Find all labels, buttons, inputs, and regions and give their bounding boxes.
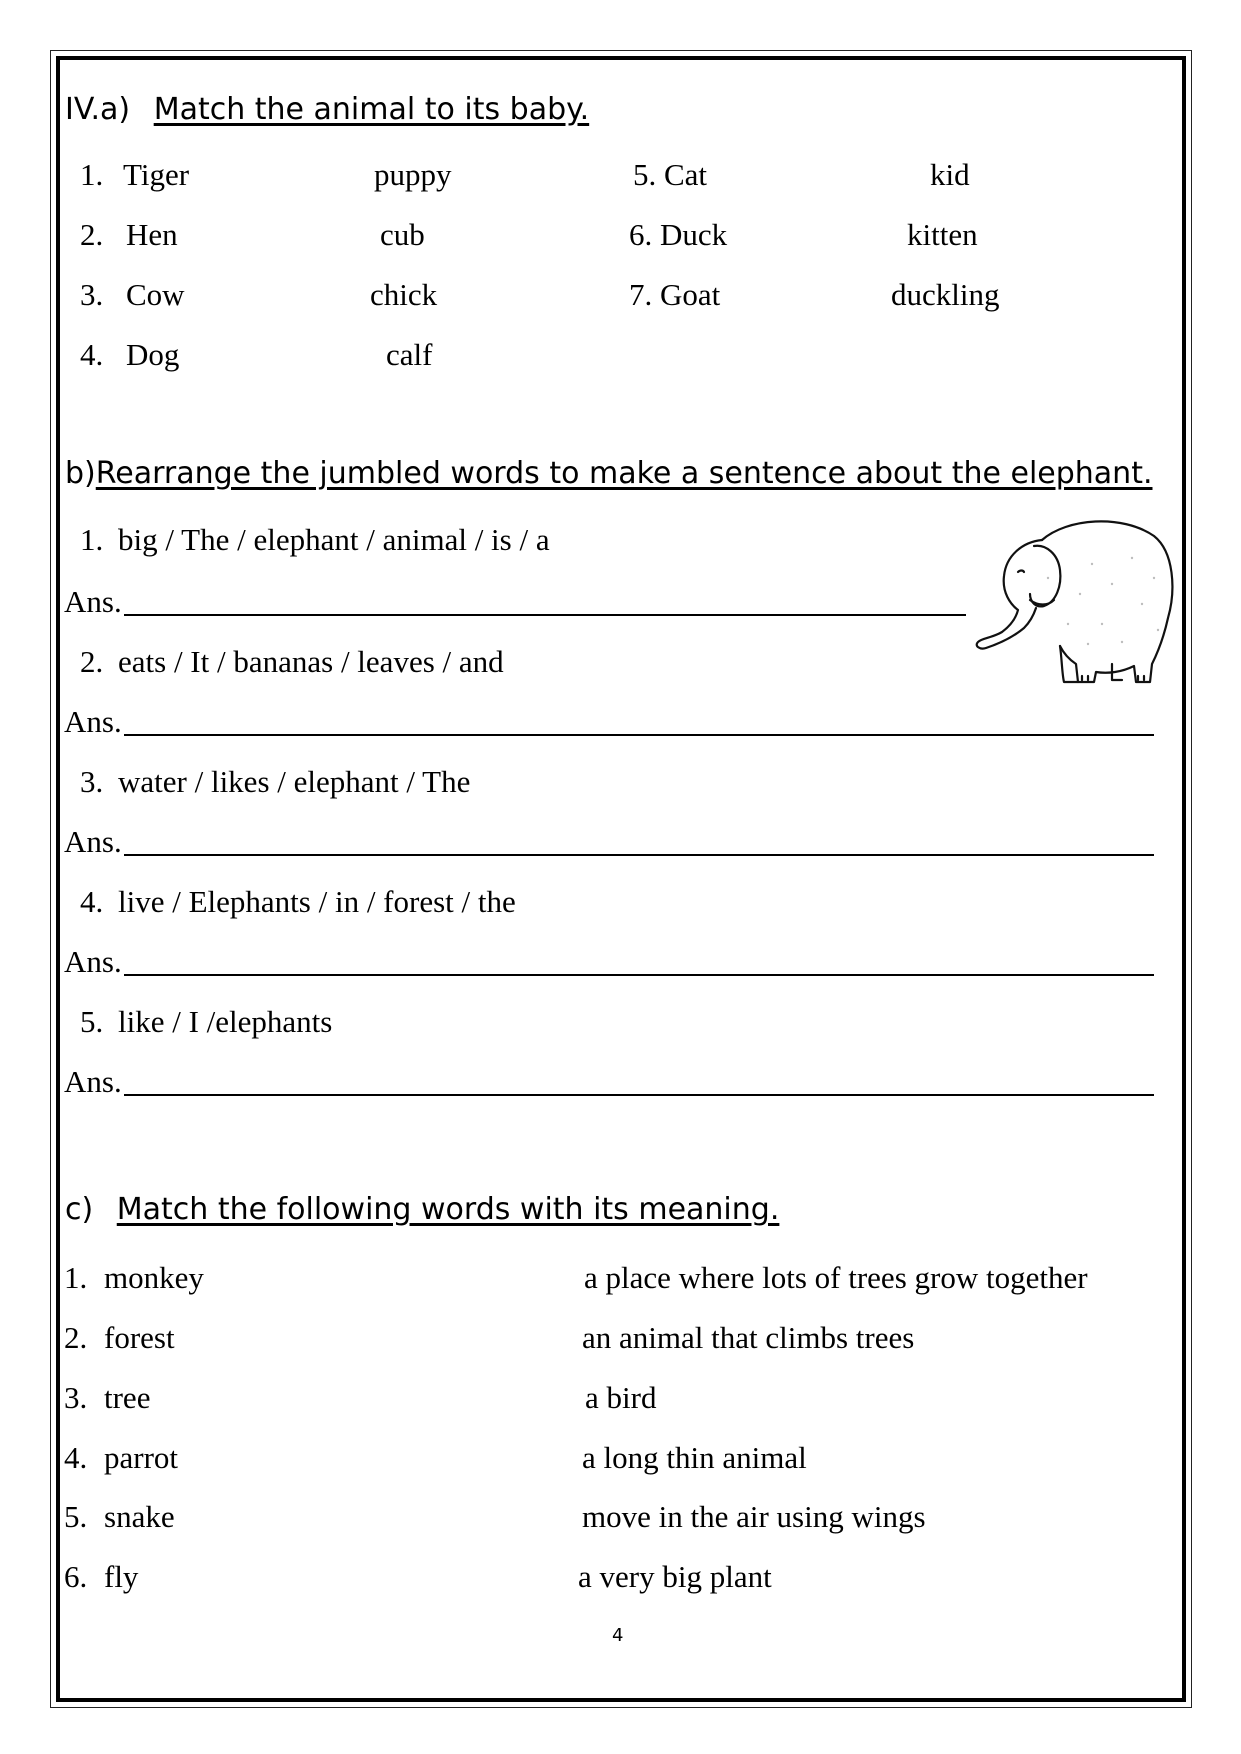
page-number: 4 <box>612 1625 624 1646</box>
jumble-number: 4. <box>80 884 104 919</box>
jumble-words: live / Elephants / in / forest / the <box>118 884 516 919</box>
match-a-animal: Cow <box>126 277 185 312</box>
section-a-title: Match the animal to its baby. <box>153 92 590 127</box>
jumble-number: 1. <box>80 522 104 557</box>
meaning-text: a bird <box>585 1380 657 1415</box>
jumble-number: 3. <box>80 764 104 799</box>
match-a-baby: kid <box>930 157 970 192</box>
answer-prefix: Ans. <box>64 704 122 739</box>
answer-line[interactable] <box>124 854 1154 856</box>
section-c-title: Match the following words with its meaning. <box>116 1192 780 1227</box>
section-c-heading <box>65 1192 779 1227</box>
meaning-word: fly <box>104 1559 139 1594</box>
jumble-words: big / The / elephant / animal / is / a <box>118 522 550 557</box>
section-b-title: Rearrange the jumbled words to make a sentence about the elephant. <box>95 456 1153 491</box>
section-b-heading <box>65 456 1153 491</box>
section-c-label: c) <box>65 1192 94 1227</box>
match-a-animal: Cat <box>664 157 708 192</box>
match-a-animal: Dog <box>126 337 180 372</box>
match-a-number: 7. <box>629 277 653 312</box>
meaning-number: 5. <box>64 1499 88 1534</box>
elephant-head <box>977 540 1042 649</box>
elephant-eye <box>1018 571 1024 573</box>
meaning-text: move in the air using wings <box>582 1499 926 1534</box>
jumble-number: 2. <box>80 644 104 679</box>
match-a-animal: Goat <box>660 277 721 312</box>
jumble-number: 5. <box>80 1004 104 1039</box>
answer-line[interactable] <box>124 734 1154 736</box>
match-a-animal: Tiger <box>123 157 190 192</box>
elephant-illustration <box>972 514 1178 686</box>
meaning-text: a place where lots of trees grow together <box>584 1260 1088 1295</box>
meaning-text: an animal that climbs trees <box>582 1320 915 1355</box>
match-a-number: 3. <box>80 277 104 312</box>
match-a-number: 2. <box>80 217 104 252</box>
meaning-word: parrot <box>104 1440 179 1475</box>
elephant-ear <box>1030 546 1060 607</box>
match-a-number: 5. <box>633 157 657 192</box>
section-a-label: IV.a) <box>65 92 131 127</box>
meaning-text: a long thin animal <box>582 1440 807 1475</box>
match-a-baby: puppy <box>374 157 452 192</box>
section-a-heading <box>65 92 589 127</box>
match-a-baby: kitten <box>907 217 978 252</box>
match-a-animal: Duck <box>660 217 728 252</box>
meaning-number: 1. <box>64 1260 88 1295</box>
match-a-baby: duckling <box>891 277 1000 312</box>
meaning-number: 6. <box>64 1559 88 1594</box>
match-a-animal: Hen <box>126 217 178 252</box>
answer-line[interactable] <box>124 1094 1154 1096</box>
answer-line[interactable] <box>124 614 966 616</box>
meaning-number: 3. <box>64 1380 88 1415</box>
match-a-baby: calf <box>386 337 433 372</box>
jumble-words: water / likes / elephant / The <box>118 764 471 799</box>
answer-prefix: Ans. <box>64 1064 122 1099</box>
meaning-number: 2. <box>64 1320 88 1355</box>
section-b-label: b) <box>65 456 96 491</box>
match-a-baby: chick <box>370 277 438 312</box>
jumble-words: like / I /elephants <box>118 1004 333 1039</box>
match-a-number: 4. <box>80 337 104 372</box>
meaning-text: a very big plant <box>578 1559 772 1594</box>
meaning-word: forest <box>104 1320 175 1355</box>
answer-prefix: Ans. <box>64 584 122 619</box>
match-a-number: 1. <box>80 157 104 192</box>
meaning-number: 4. <box>64 1440 88 1475</box>
match-a-baby: cub <box>380 217 425 252</box>
meaning-word: snake <box>104 1499 175 1534</box>
meaning-word: monkey <box>104 1260 204 1295</box>
answer-line[interactable] <box>124 974 1154 976</box>
answer-prefix: Ans. <box>64 824 122 859</box>
jumble-words: eats / It / bananas / leaves / and <box>118 644 504 679</box>
match-a-number: 6. <box>629 217 653 252</box>
answer-prefix: Ans. <box>64 944 122 979</box>
meaning-word: tree <box>104 1380 151 1415</box>
